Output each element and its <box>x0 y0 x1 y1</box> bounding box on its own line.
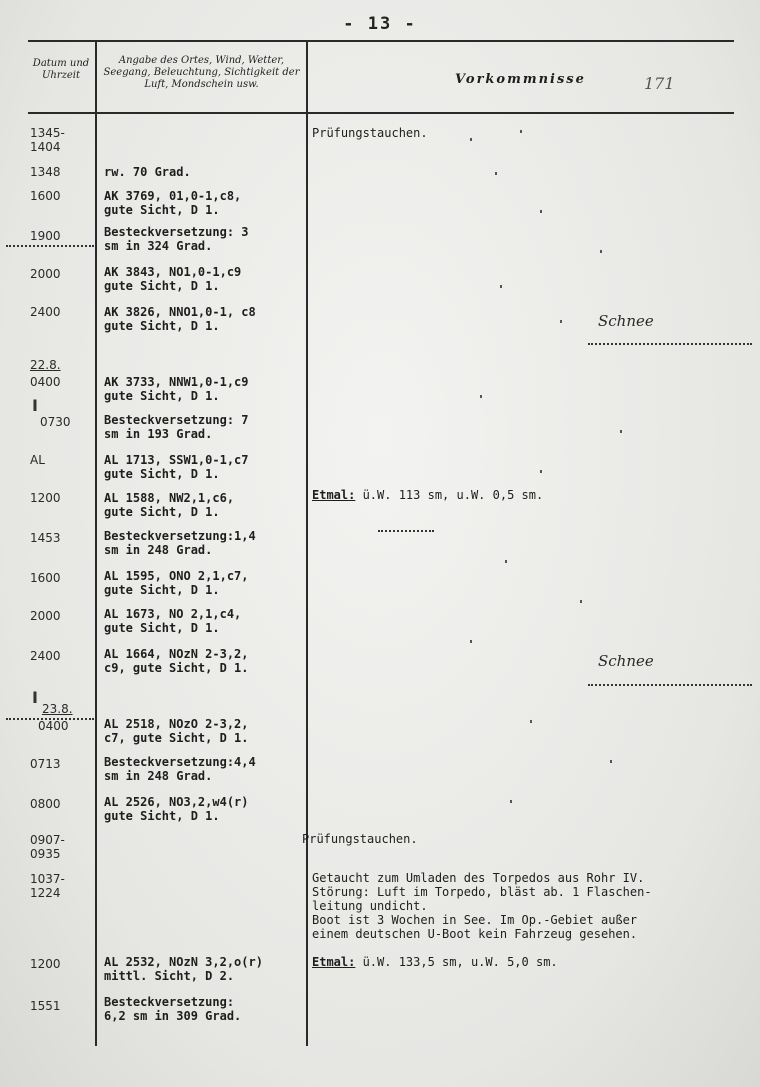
header-events: Vorkommnisse <box>455 72 586 87</box>
page-number: - 13 - <box>343 14 417 34</box>
speck <box>600 250 602 253</box>
row-event <box>312 488 543 502</box>
header-date-time: Datum und Uhrzeit <box>32 58 90 81</box>
row-date: 23.8. <box>42 702 73 716</box>
row-time: 1600 <box>30 189 61 203</box>
speck <box>620 430 622 433</box>
margin-mark: I <box>32 688 38 707</box>
speck <box>560 320 562 323</box>
row-weather: Besteckversetzung:1,4 sm in 248 Grad. <box>104 529 256 557</box>
speck <box>520 130 522 133</box>
row-time: 1900 <box>30 229 61 243</box>
speck <box>510 800 512 803</box>
speck <box>500 285 502 288</box>
row-time: AL <box>30 453 45 467</box>
row-time: 0713 <box>30 757 61 771</box>
table-top-rule <box>28 40 734 42</box>
etmal-label: Etmal: <box>312 955 356 969</box>
etmal-label: Etmal: <box>312 488 356 502</box>
dotted-rule <box>6 718 94 720</box>
speck <box>470 138 472 141</box>
row-weather: Besteckversetzung: 3 sm in 324 Grad. <box>104 225 249 253</box>
column-divider-1 <box>95 40 97 1046</box>
row-weather: AL 1588, NW2,1,c6, gute Sicht, D 1. <box>104 491 235 519</box>
row-time: 1453 <box>30 531 61 545</box>
row-time: 2000 <box>30 267 61 281</box>
row-time: 0400 <box>38 719 69 733</box>
speck <box>505 560 507 563</box>
etmal-value: ü.W. 113 sm, u.W. 0,5 sm. <box>355 488 544 502</box>
row-time: 0400 <box>30 375 61 389</box>
speck <box>540 210 542 213</box>
row-time: 1551 <box>30 999 61 1013</box>
row-weather: AL 1713, SSW1,0-1,c7 gute Sicht, D 1. <box>104 453 249 481</box>
row-weather: AL 1595, ONO 2,1,c7, gute Sicht, D 1. <box>104 569 249 597</box>
row-time: 1348 <box>30 165 61 179</box>
signature: Schnee <box>598 312 654 330</box>
row-time: 2400 <box>30 305 61 319</box>
row-event: Prüfungstauchen. <box>302 832 418 846</box>
header-bottom-rule <box>28 112 734 114</box>
etmal-value: ü.W. 133,5 sm, u.W. 5,0 sm. <box>355 955 558 969</box>
speck <box>610 760 612 763</box>
row-weather: Besteckversetzung:4,4 sm in 248 Grad. <box>104 755 256 783</box>
dotted-rule <box>588 343 752 345</box>
row-weather: AK 3769, 01,0-1,c8, gute Sicht, D 1. <box>104 189 242 217</box>
row-time: 1037- 1224 <box>30 872 65 900</box>
row-weather: AL 2532, NOzN 3,2,o(r) mittl. Sicht, D 2. <box>104 955 263 983</box>
row-weather: AK 3826, NNO1,0-1, c8 gute Sicht, D 1. <box>104 305 256 333</box>
row-weather: rw. 70 Grad. <box>104 165 191 179</box>
speck <box>530 720 532 723</box>
dotted-rule <box>588 684 752 686</box>
row-weather: AL 2518, NOzO 2-3,2, c7, gute Sicht, D 1. <box>104 717 249 745</box>
row-event <box>312 955 558 969</box>
row-weather: AL 1664, NOzN 2-3,2, c9, gute Sicht, D 1. <box>104 647 249 675</box>
row-time: 0907- 0935 <box>30 833 65 861</box>
row-time: 1200 <box>30 957 61 971</box>
row-weather: AK 3843, NO1,0-1,c9 gute Sicht, D 1. <box>104 265 242 293</box>
speck <box>540 470 542 473</box>
row-time: 1600 <box>30 571 61 585</box>
speck <box>470 640 472 643</box>
row-weather: AK 3733, NNW1,0-1,c9 gute Sicht, D 1. <box>104 375 249 403</box>
row-time: 1345- 1404 <box>30 126 65 154</box>
row-time: 0730 <box>40 415 71 429</box>
margin-mark: I <box>32 396 38 415</box>
dotted-rule <box>6 245 94 247</box>
row-weather: Besteckversetzung: 6,2 sm in 309 Grad. <box>104 995 242 1023</box>
speck <box>580 600 582 603</box>
row-weather: AL 1673, NO 2,1,c4, gute Sicht, D 1. <box>104 607 242 635</box>
speck <box>495 172 497 175</box>
signature: Schnee <box>598 652 654 670</box>
row-weather: AL 2526, NO3,2,w4(r) gute Sicht, D 1. <box>104 795 249 823</box>
row-weather: Besteckversetzung: 7 sm in 193 Grad. <box>104 413 249 441</box>
dotted-rule <box>378 530 434 532</box>
row-time: 2000 <box>30 609 61 623</box>
row-event: Getaucht zum Umladen des Torpedos aus Rohr IV. Störung: Luft im Torpedo, bläst ab. 1 Flaschen- leitung undicht. Boot ist 3 Wochen in See. Im Op.-Gebiet außer einem deutschen U-Boot kein Fahrzeug gesehen. <box>312 871 652 941</box>
row-date: 22.8. <box>30 358 61 372</box>
speck <box>480 395 482 398</box>
row-time: 2400 <box>30 649 61 663</box>
row-time: 0800 <box>30 797 61 811</box>
header-weather: Angabe des Ortes, Wind, Wetter, Seegang, Beleuchtung, Sichtigkeit der Luft, Mondschein usw. <box>103 55 300 90</box>
row-time: 1200 <box>30 491 61 505</box>
page-stamp: 171 <box>644 74 675 93</box>
row-event: Prüfungstauchen. <box>312 126 428 140</box>
